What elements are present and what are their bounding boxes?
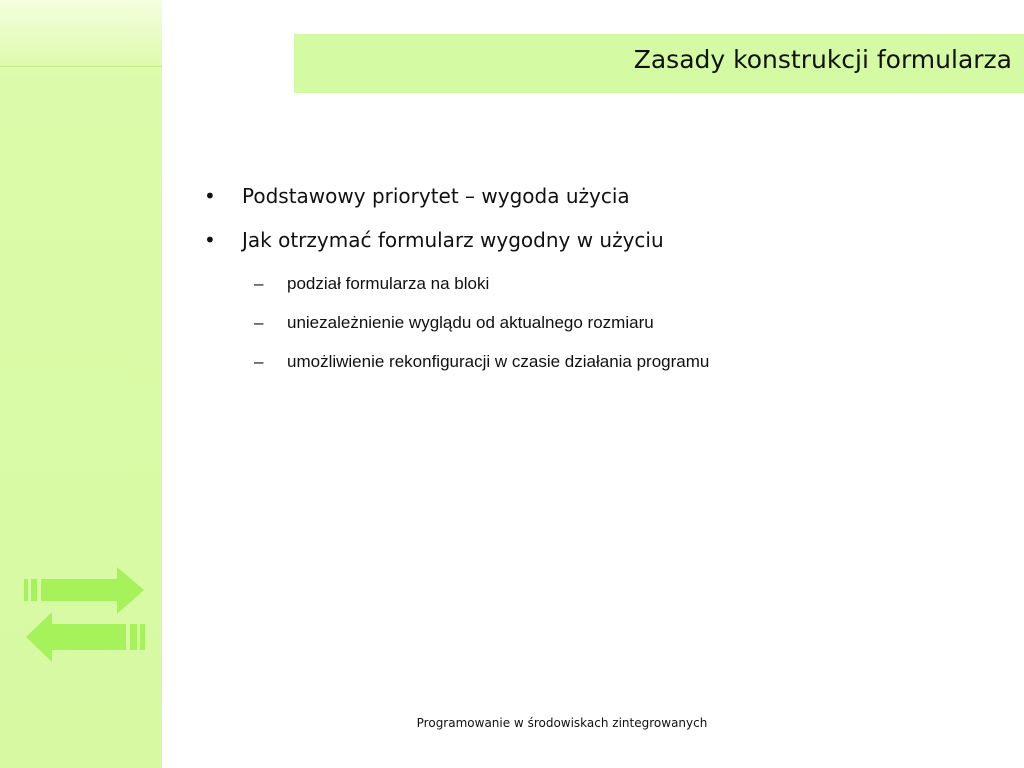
bullet-marker: •: [204, 184, 216, 208]
slide-content: [200, 184, 1000, 391]
left-arrow-icon: [26, 612, 126, 662]
bullet-item: [200, 184, 1000, 228]
right-arrow-stripe: [31, 579, 37, 601]
sub-bullet-item: [200, 352, 1000, 391]
left-arrow-stripe: [130, 624, 137, 650]
right-arrow-icon: [41, 567, 144, 614]
double-arrow-icon: [22, 564, 148, 666]
slide-footer: Programowanie w środowiskach zintegrowanych: [416, 716, 708, 730]
sub-bullet-text: umożliwienie rekonfiguracji w czasie działania programu: [287, 352, 710, 371]
bullet-text: Podstawowy priorytet – wygoda użycia: [242, 184, 630, 208]
bullet-item: [200, 228, 1000, 272]
sub-bullet-item: [200, 313, 1000, 352]
sub-bullet-marker: –: [254, 274, 264, 293]
bullet-marker: •: [204, 228, 216, 252]
title-bar: [294, 34, 1024, 93]
sidebar-top-band: [0, 0, 162, 67]
bullet-text: Jak otrzymać formularz wygodny w użyciu: [242, 228, 664, 252]
sub-bullet-marker: –: [254, 352, 264, 371]
sub-bullet-text: uniezależnienie wyglądu od aktualnego rozmiaru: [287, 313, 654, 332]
sub-bullet-text: podział formularza na bloki: [287, 274, 490, 293]
slide-title: Zasady konstrukcji formularza: [633, 45, 1012, 74]
left-arrow-stripe: [140, 624, 145, 650]
sub-bullet-marker: –: [254, 313, 264, 332]
right-arrow-stripe: [24, 579, 28, 601]
sub-bullet-item: [200, 274, 1000, 313]
